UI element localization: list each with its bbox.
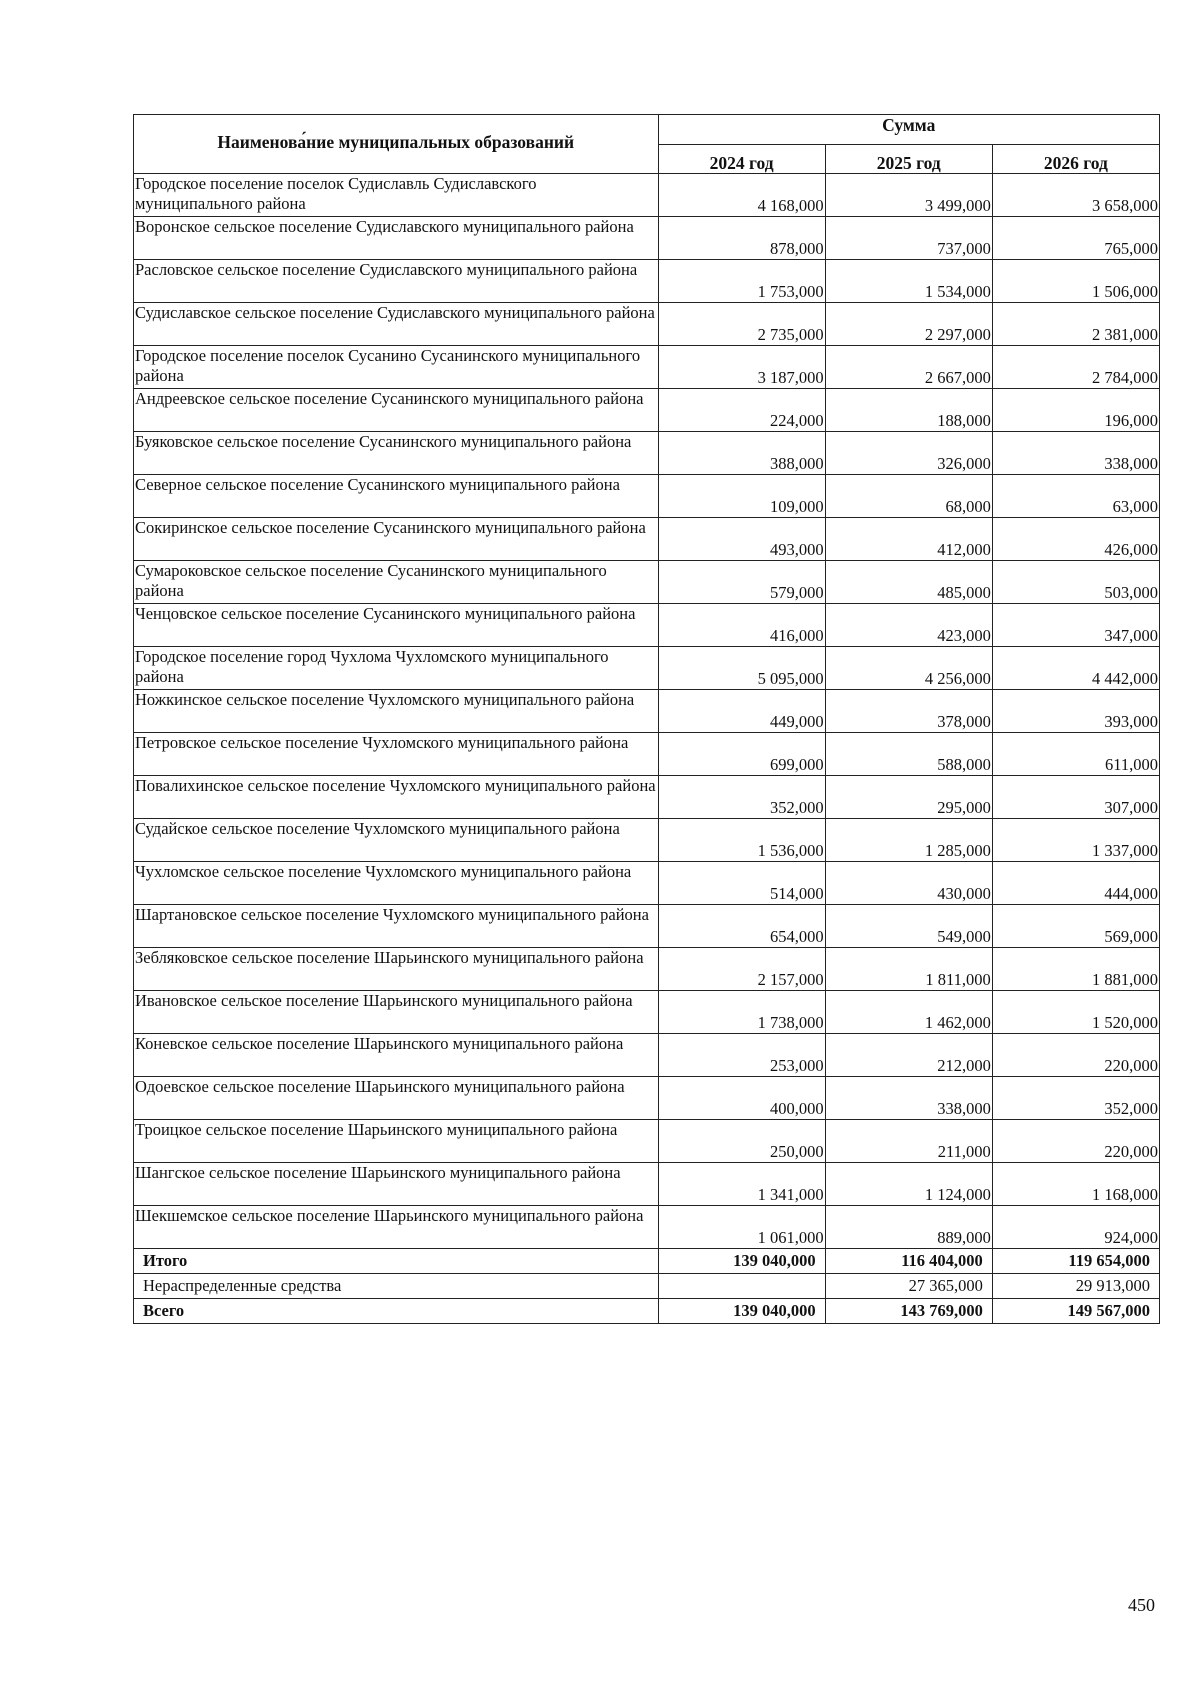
value-2024-cell: 1 536,000 (658, 819, 825, 862)
allocation-table-sheet (133, 114, 1160, 1324)
value-2025-cell: 430,000 (825, 862, 992, 905)
municipality-name-cell: Ченцовское сельское поселение Сусанинского муниципального района (134, 604, 659, 647)
table-row (134, 518, 1160, 561)
municipality-name-cell: Воронское сельское поселение Судиславского муниципального района (134, 217, 659, 260)
municipality-name-cell: Зебляковское сельское поселение Шарьинского муниципального района (134, 948, 659, 991)
value-2025-cell: 2 297,000 (825, 303, 992, 346)
header-sum: Сумма (658, 115, 1160, 145)
municipality-name-cell: Ивановское сельское поселение Шарьинского муниципального района (134, 991, 659, 1034)
value-2024-cell: 2 157,000 (658, 948, 825, 991)
value-2025-cell: 1 534,000 (825, 260, 992, 303)
value-2026-cell: 1 168,000 (992, 1163, 1159, 1206)
table-row (134, 647, 1160, 690)
total-2025: 116 404,000 (825, 1249, 992, 1274)
grand-total-row (134, 1299, 1160, 1324)
value-2025-cell: 295,000 (825, 776, 992, 819)
value-2024-cell: 400,000 (658, 1077, 825, 1120)
municipality-name-cell: Одоевское сельское поселение Шарьинского муниципального района (134, 1077, 659, 1120)
table-row (134, 303, 1160, 346)
page-number: 450 (1128, 1595, 1155, 1615)
value-2024-cell: 416,000 (658, 604, 825, 647)
table-row (134, 948, 1160, 991)
value-2024-cell: 1 341,000 (658, 1163, 825, 1206)
undistributed-2024 (658, 1274, 825, 1299)
value-2026-cell: 444,000 (992, 862, 1159, 905)
total-row-itogo (134, 1249, 1160, 1274)
undistributed-label: Нераспределенные средства (134, 1274, 659, 1299)
value-2024-cell: 352,000 (658, 776, 825, 819)
value-2025-cell: 212,000 (825, 1034, 992, 1077)
municipality-name-cell: Городское поселение город Чухлома Чухломского муниципального района (134, 647, 659, 690)
table-row (134, 862, 1160, 905)
value-2025-cell: 412,000 (825, 518, 992, 561)
undistributed-2026: 29 913,000 (992, 1274, 1159, 1299)
grand-total-2026: 149 567,000 (992, 1299, 1159, 1324)
municipality-name-cell: Чухломское сельское поселение Чухломского муниципального района (134, 862, 659, 905)
value-2026-cell: 765,000 (992, 217, 1159, 260)
value-2026-cell: 426,000 (992, 518, 1159, 561)
table-row (134, 346, 1160, 389)
value-2025-cell: 188,000 (825, 389, 992, 432)
value-2026-cell: 196,000 (992, 389, 1159, 432)
value-2024-cell: 449,000 (658, 690, 825, 733)
value-2024-cell: 388,000 (658, 432, 825, 475)
municipality-name-cell: Шартановское сельское поселение Чухломского муниципального района (134, 905, 659, 948)
value-2024-cell: 5 095,000 (658, 647, 825, 690)
municipality-name-cell: Расловское сельское поселение Судиславского муниципального района (134, 260, 659, 303)
value-2025-cell: 1 462,000 (825, 991, 992, 1034)
value-2024-cell: 224,000 (658, 389, 825, 432)
value-2025-cell: 2 667,000 (825, 346, 992, 389)
value-2026-cell: 393,000 (992, 690, 1159, 733)
municipality-name-cell: Буяковское сельское поселение Сусанинского муниципального района (134, 432, 659, 475)
value-2025-cell: 378,000 (825, 690, 992, 733)
value-2026-cell: 1 881,000 (992, 948, 1159, 991)
table-row (134, 561, 1160, 604)
table-row (134, 1206, 1160, 1249)
table-row (134, 1163, 1160, 1206)
municipality-name-cell: Шекшемское сельское поселение Шарьинского муниципального района (134, 1206, 659, 1249)
table-row (134, 432, 1160, 475)
header-year-2025: 2025 год (825, 145, 992, 174)
total-2026: 119 654,000 (992, 1249, 1159, 1274)
value-2026-cell: 924,000 (992, 1206, 1159, 1249)
value-2026-cell: 3 658,000 (992, 174, 1159, 217)
municipality-name-cell: Городское поселение поселок Сусанино Сусанинского муниципального района (134, 346, 659, 389)
municipality-name-cell: Петровское сельское поселение Чухломского муниципального района (134, 733, 659, 776)
value-2025-cell: 3 499,000 (825, 174, 992, 217)
value-2025-cell: 326,000 (825, 432, 992, 475)
value-2024-cell: 2 735,000 (658, 303, 825, 346)
value-2026-cell: 1 337,000 (992, 819, 1159, 862)
value-2025-cell: 549,000 (825, 905, 992, 948)
value-2026-cell: 307,000 (992, 776, 1159, 819)
value-2024-cell: 109,000 (658, 475, 825, 518)
value-2026-cell: 503,000 (992, 561, 1159, 604)
value-2024-cell: 699,000 (658, 733, 825, 776)
municipality-name-cell: Судиславское сельское поселение Судиславского муниципального района (134, 303, 659, 346)
table-row (134, 260, 1160, 303)
table-row (134, 905, 1160, 948)
table-row (134, 604, 1160, 647)
total-2024: 139 040,000 (658, 1249, 825, 1274)
value-2026-cell: 338,000 (992, 432, 1159, 475)
undistributed-row (134, 1274, 1160, 1299)
value-2025-cell: 68,000 (825, 475, 992, 518)
municipality-name-cell: Повалихинское сельское поселение Чухломского муниципального района (134, 776, 659, 819)
value-2026-cell: 220,000 (992, 1120, 1159, 1163)
municipality-name-cell: Сумароковское сельское поселение Сусанинского муниципального района (134, 561, 659, 604)
grand-total-2025: 143 769,000 (825, 1299, 992, 1324)
value-2025-cell: 485,000 (825, 561, 992, 604)
grand-total-2024: 139 040,000 (658, 1299, 825, 1324)
value-2026-cell: 1 520,000 (992, 991, 1159, 1034)
table-row (134, 217, 1160, 260)
municipality-name-cell: Сокиринское сельское поселение Сусанинского муниципального района (134, 518, 659, 561)
header-year-2024: 2024 год (658, 145, 825, 174)
table-row (134, 1077, 1160, 1120)
table-row (134, 174, 1160, 217)
total-label: Итого (134, 1249, 659, 1274)
table-row (134, 819, 1160, 862)
undistributed-2025: 27 365,000 (825, 1274, 992, 1299)
value-2024-cell: 654,000 (658, 905, 825, 948)
table-row (134, 991, 1160, 1034)
value-2025-cell: 737,000 (825, 217, 992, 260)
municipality-name-cell: Северное сельское поселение Сусанинского муниципального района (134, 475, 659, 518)
value-2024-cell: 1 061,000 (658, 1206, 825, 1249)
municipality-name-cell: Городское поселение поселок Судиславль Судиславского муниципального района (134, 174, 659, 217)
value-2026-cell: 347,000 (992, 604, 1159, 647)
value-2024-cell: 878,000 (658, 217, 825, 260)
value-2025-cell: 1 285,000 (825, 819, 992, 862)
grand-total-label: Всего (134, 1299, 659, 1324)
value-2026-cell: 1 506,000 (992, 260, 1159, 303)
table-body (134, 174, 1160, 1249)
table-row (134, 733, 1160, 776)
value-2025-cell: 211,000 (825, 1120, 992, 1163)
header-municipality-name: Наименова́ние муниципальных образований (134, 115, 659, 174)
value-2025-cell: 1 124,000 (825, 1163, 992, 1206)
value-2025-cell: 588,000 (825, 733, 992, 776)
value-2025-cell: 338,000 (825, 1077, 992, 1120)
value-2024-cell: 579,000 (658, 561, 825, 604)
table-row (134, 776, 1160, 819)
value-2026-cell: 611,000 (992, 733, 1159, 776)
value-2025-cell: 423,000 (825, 604, 992, 647)
value-2025-cell: 889,000 (825, 1206, 992, 1249)
value-2024-cell: 4 168,000 (658, 174, 825, 217)
municipality-name-cell: Шангское сельское поселение Шарьинского муниципального района (134, 1163, 659, 1206)
municipality-name-cell: Ножкинское сельское поселение Чухломского муниципального района (134, 690, 659, 733)
value-2026-cell: 4 442,000 (992, 647, 1159, 690)
table-row (134, 389, 1160, 432)
municipality-name-cell: Андреевское сельское поселение Сусанинского муниципального района (134, 389, 659, 432)
municipality-name-cell: Троицкое сельское поселение Шарьинского муниципального района (134, 1120, 659, 1163)
value-2026-cell: 220,000 (992, 1034, 1159, 1077)
value-2024-cell: 3 187,000 (658, 346, 825, 389)
value-2026-cell: 2 784,000 (992, 346, 1159, 389)
value-2025-cell: 1 811,000 (825, 948, 992, 991)
value-2026-cell: 569,000 (992, 905, 1159, 948)
value-2025-cell: 4 256,000 (825, 647, 992, 690)
table-row (134, 1120, 1160, 1163)
value-2024-cell: 250,000 (658, 1120, 825, 1163)
value-2024-cell: 514,000 (658, 862, 825, 905)
header-year-2026: 2026 год (992, 145, 1159, 174)
table-row (134, 475, 1160, 518)
value-2026-cell: 63,000 (992, 475, 1159, 518)
value-2024-cell: 253,000 (658, 1034, 825, 1077)
allocation-table (133, 114, 1160, 1324)
table-row (134, 1034, 1160, 1077)
municipality-name-cell: Коневское сельское поселение Шарьинского муниципального района (134, 1034, 659, 1077)
value-2024-cell: 1 753,000 (658, 260, 825, 303)
value-2026-cell: 352,000 (992, 1077, 1159, 1120)
table-row (134, 690, 1160, 733)
municipality-name-cell: Судайское сельское поселение Чухломского муниципального района (134, 819, 659, 862)
value-2026-cell: 2 381,000 (992, 303, 1159, 346)
value-2024-cell: 1 738,000 (658, 991, 825, 1034)
value-2024-cell: 493,000 (658, 518, 825, 561)
